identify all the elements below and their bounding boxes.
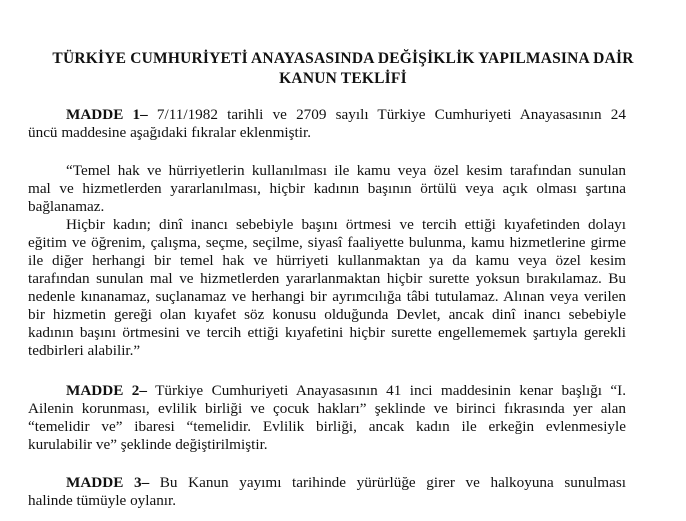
madde-2-text-line-1: Türkiye Cumhuriyeti Anayasasının 41 inci maddesinin kenar başlığı “I. — [146, 382, 626, 399]
madde-1-label: MADDE 1– — [66, 106, 148, 123]
madde-3-text-line-2: halinde tümüyle oylanır. — [28, 492, 177, 509]
madde-1-text-line-2: üncü maddesine aşağıdaki fıkralar eklenmiştir. — [28, 124, 311, 141]
madde-1-text-line-1: 7/11/1982 tarihli ve 2709 sayılı Türkiye Cumhuriyeti Anayasasının 24 — [147, 106, 626, 123]
quote-para-2-line-1: Hiçbir kadın; dinî inancı sebebiyle başını örtmesi ve tercih ettiği kıyafetinden dolayı — [66, 216, 626, 233]
madde-2-text-line-2: Ailenin korunması, evlilik birliği ve çocuk hakları” şeklinde ve birinci fıkrasında yer alan — [28, 400, 626, 417]
quote-para-2-line-7: kadının başını örtmesini ve tercih ettiği kıyafetini hiçbir surette engellememek şartıyla gerekli — [28, 324, 626, 341]
madde-1-first-line — [66, 106, 626, 124]
madde-3-first-line — [66, 474, 626, 492]
quote-para-1-line-2: mal ve hizmetlerden yararlanılması, hiçbir kadının başının örtülü veya açık olması şartına — [28, 180, 626, 197]
madde-2-text-line-3: “temelidir ve” ibaresi “temelidir. Evlilik birliği, ancak kadın ile erkeğin evlenmesiyle — [28, 418, 626, 435]
document-title-line-1: TÜRKİYE CUMHURİYETİ ANAYASASINDA DEĞİŞİKLİK YAPILMASINA DAİR — [52, 50, 634, 67]
quote-para-2-line-5: nedenle kınanamaz, suçlanamaz ve herhangi bir ayrımcılığa tâbi tutulamaz. Alınan veya verilen — [28, 288, 626, 305]
madde-2-label: MADDE 2– — [66, 382, 147, 399]
madde-2-text-line-4: kurulabilir ve” şeklinde değiştirilmiştir. — [28, 436, 268, 453]
madde-3-text-line-1: Bu Kanun yayımı tarihinde yürürlüğe girer ve halkoyuna sunulması — [149, 474, 626, 491]
quote-para-2-line-2: eğitim ve öğrenim, çalışma, seçme, seçilme, siyasî faaliyette bulunma, kamu hizmetlerine girme — [28, 234, 626, 251]
quote-para-2-line-3: ile diğer herhangi bir temel hak ve hürriyeti kullanmaktan ya da kamu veya özel kesim — [28, 252, 626, 269]
quote-para-2-line-8: tedbirleri alabilir.” — [28, 342, 141, 359]
madde-2-first-line — [66, 382, 626, 400]
quote-para-1-line-1: “Temel hak ve hürriyetlerin kullanılması ile kamu veya özel kesim tarafından sunulan — [66, 162, 626, 179]
quote-para-2-line-6: bir hizmetin gereği olan kıyafet söz konusu olduğunda Devlet, ancak dinî inancı sebebiyle — [28, 306, 626, 323]
quote-para-1-line-3: bağlanamaz. — [28, 198, 105, 215]
quote-para-2-line-4: tarafından sunulan mal ve hizmetlerden yararlanmaktan hiçbir surette yoksun bırakılamaz. Bu — [28, 270, 626, 287]
document-title-line-2: KANUN TEKLİFİ — [279, 70, 407, 87]
madde-3-label: MADDE 3– — [66, 474, 150, 491]
